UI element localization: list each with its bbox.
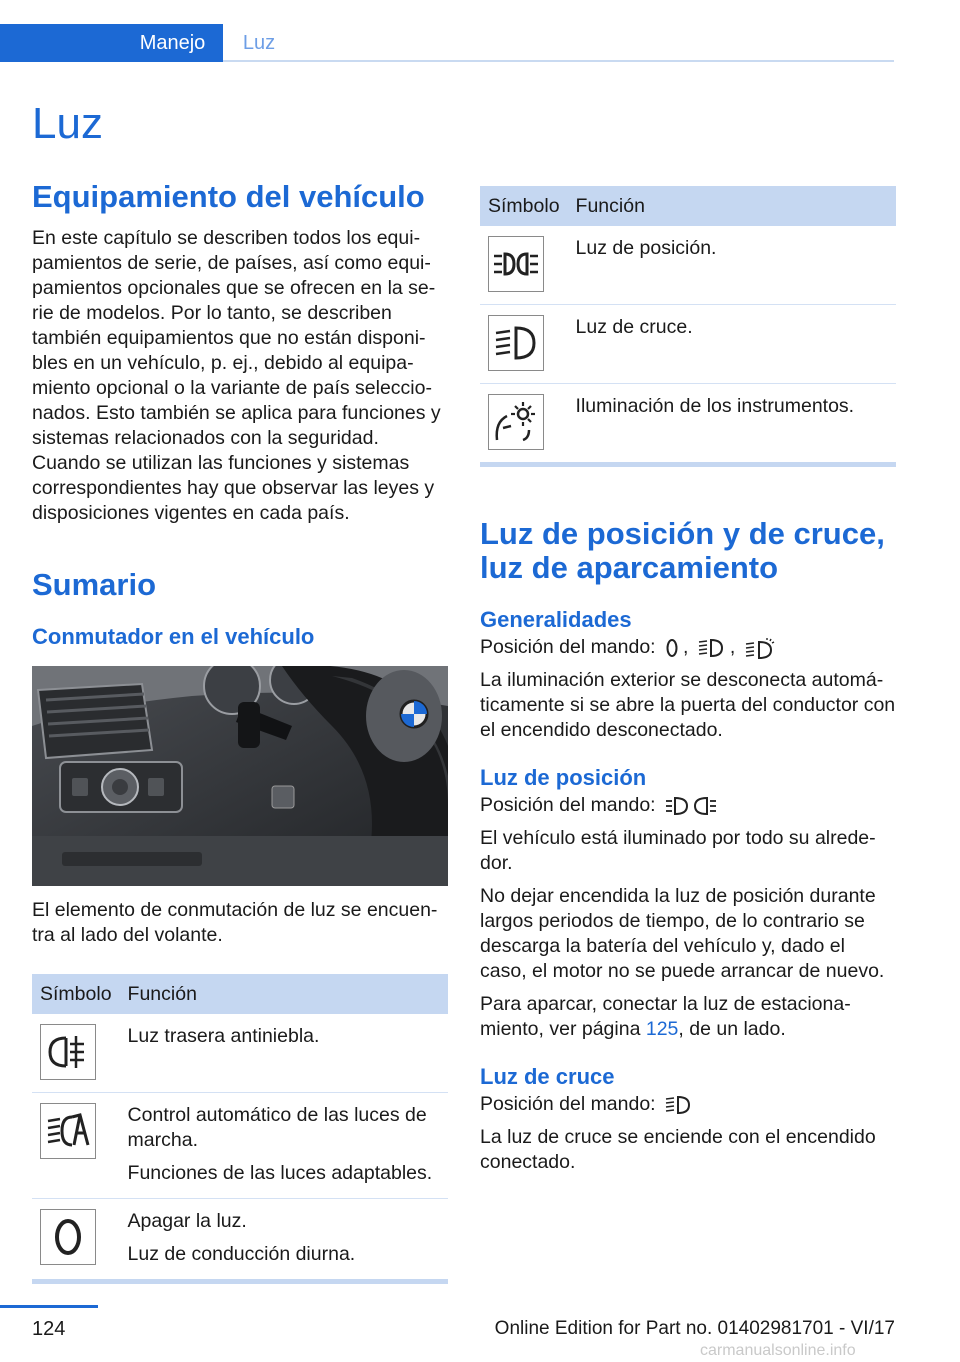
right-column xyxy=(480,186,896,1175)
parking-light-icon xyxy=(665,795,717,817)
paragraph-posicion-1: El vehículo está iluminado por todo su alrededor. xyxy=(480,827,876,874)
table-cell-text: Apagar la luz. xyxy=(127,1210,247,1232)
dashboard-illustration xyxy=(32,666,448,886)
page-link-125[interactable]: 125 xyxy=(645,1018,679,1040)
table-row xyxy=(32,1199,448,1280)
table-cell-text: Iluminación de los instrumentos. xyxy=(575,395,855,417)
paragraph-posicion-2: No dejar encendida la luz de posición durante largos periodos de tiempo, de lo contrario se descarga la batería del vehículo y, dado el caso, el motor no se puede arrancar de nuevo. xyxy=(480,885,885,982)
heading-generalidades: Generalidades xyxy=(480,607,632,632)
separator: , xyxy=(683,636,689,658)
instrument-lighting-icon xyxy=(488,394,544,450)
photo-caption: El elemento de conmutación de luz se encuentra al lado del volante. xyxy=(32,899,438,946)
rear-fog-light-icon xyxy=(40,1024,96,1080)
table-end-bar xyxy=(480,462,896,467)
heading-conmutador: Conmutador en el vehículo xyxy=(32,624,315,649)
table-row xyxy=(480,384,896,463)
table-end-bar xyxy=(32,1279,448,1284)
edition-text: Online Edition for Part no. 01402981701 - VI/17 xyxy=(494,1318,895,1339)
paragraph-cruce: La luz de cruce se enciende con el encendido conectado. xyxy=(480,1126,876,1173)
paragraph-generalidades: La iluminación exterior se desconecta automáticamente si se abre la puerta del conductor con el encendido desconectado. xyxy=(480,669,896,741)
paragraph-equipamiento-2: Cuando se utilizan las funciones y sistemas correspondientes hay que observar las leyes y disposiciones vigentes en cada país. xyxy=(32,452,435,524)
low-beam-icon xyxy=(488,315,544,371)
heading-sumario: Sumario xyxy=(32,567,157,602)
paragraph-cruce-switch xyxy=(480,1092,896,1117)
table-row xyxy=(480,226,896,305)
table-row xyxy=(32,1014,448,1093)
header-tabbar xyxy=(0,24,894,62)
table-cell-text: Luz de conducción diurna. xyxy=(127,1243,356,1265)
switch-position-label: Posición del mando: xyxy=(480,636,656,658)
table-cell-text: Luz de cruce. xyxy=(575,316,693,338)
header-color-block xyxy=(0,24,122,62)
table-row xyxy=(32,1093,448,1199)
left-column xyxy=(32,180,448,1284)
text-segment: Para aparcar, conectar la luz de estacionamiento, ver página xyxy=(480,993,851,1040)
symbol-table-right xyxy=(480,186,896,462)
table-header-function: Función xyxy=(120,974,448,1014)
watermark: carmanualsonline.info xyxy=(700,1342,856,1359)
light-off-icon xyxy=(40,1209,96,1265)
heading-luz-posicion: Luz de posición xyxy=(480,765,647,790)
table-header-symbol: Símbolo xyxy=(32,974,120,1014)
symbol-table-left xyxy=(32,974,448,1279)
paragraph-posicion-switch xyxy=(480,793,896,818)
text-segment: , de un lado. xyxy=(678,1018,786,1040)
parking-light-icon xyxy=(488,236,544,292)
light-off-icon xyxy=(665,637,679,659)
heading-equipamiento: Equipamiento del vehículo xyxy=(32,179,425,214)
low-beam-icon xyxy=(665,1094,693,1116)
paragraph-switch-positions xyxy=(480,635,896,660)
separator: , xyxy=(729,636,736,658)
table-row xyxy=(480,305,896,384)
page-title: Luz xyxy=(32,99,103,148)
table-header-function: Función xyxy=(568,186,896,226)
table-header-symbol: Símbolo xyxy=(480,186,568,226)
heading-posicion-cruce: Luz de posición y de cruce, luz de aparcamiento xyxy=(480,516,885,585)
paragraph-equipamiento-1: En este capítulo se describen todos los equipamientos de serie, de países, así como equipamientos opcionales que se ofrecen en la serie de modelos. Por lo tanto, se describen también equipamientos que no están disponibles en un vehículo, p. ej., debido al equipamiento opcional o la variante de país seleccionados. Esto también se aplica para funciones y sistemas relacionados con la seguridad. xyxy=(32,227,441,449)
table-cell-text: Funciones de las luces adaptables. xyxy=(127,1162,433,1184)
footer-accent-line xyxy=(0,1305,98,1308)
automatic-headlight-icon xyxy=(40,1103,96,1159)
table-cell-text: Luz trasera antiniebla. xyxy=(127,1025,320,1047)
tab-luz[interactable]: Luz xyxy=(242,32,276,54)
switch-position-label: Posición del mando: xyxy=(480,1093,656,1115)
tab-manejo[interactable]: Manejo xyxy=(122,24,223,62)
page-number: 124 xyxy=(32,1318,66,1340)
low-beam-icon xyxy=(745,637,775,659)
paragraph-posicion-3 xyxy=(480,992,896,1042)
header-underline xyxy=(223,60,894,62)
heading-luz-cruce: Luz de cruce xyxy=(480,1064,615,1089)
switch-position-label: Posición del mando: xyxy=(480,794,656,816)
dashboard-photo xyxy=(32,666,448,886)
parking-light-icon xyxy=(698,637,726,659)
table-cell-text: Luz de posición. xyxy=(575,237,717,259)
table-cell-text: Control automático de las luces de marcha. xyxy=(127,1104,427,1151)
